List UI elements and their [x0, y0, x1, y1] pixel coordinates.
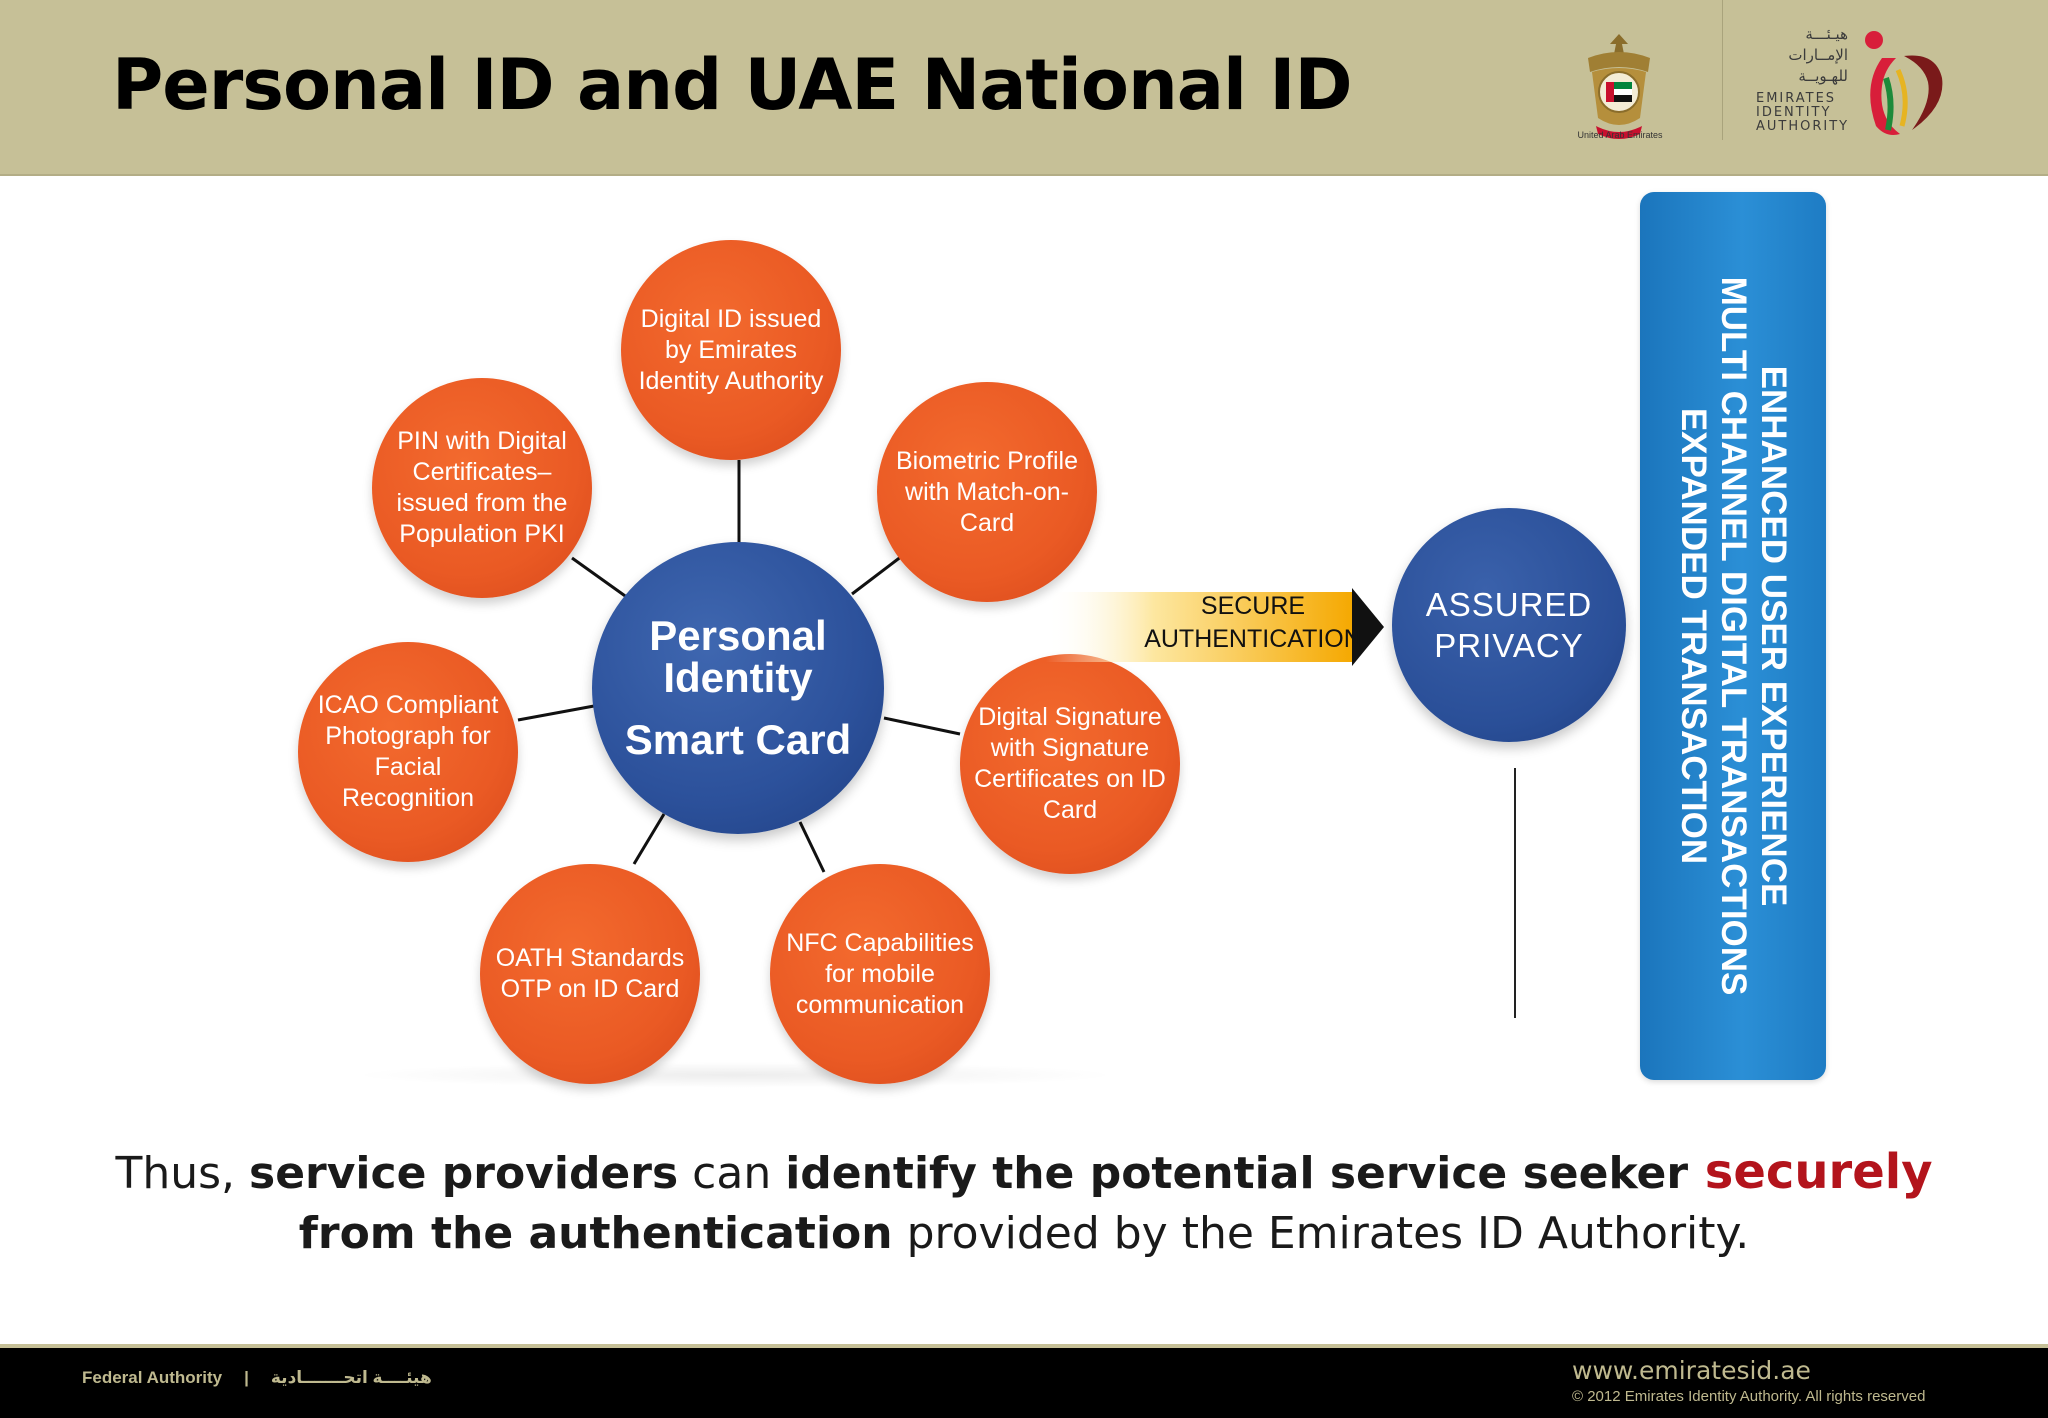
node-biometric-profile: Biometric Profile with Match-on-Card — [877, 382, 1097, 602]
node-digital-id: Digital ID issued by Emirates Identity Authority — [621, 240, 841, 460]
eida-logo-icon — [1852, 26, 1948, 144]
privacy-vertical-line — [1514, 768, 1516, 1018]
footer-bar — [0, 1348, 2048, 1418]
panel-line-expanded: EXPANDED TRANSACTION — [1674, 407, 1713, 865]
benefits-panel — [1640, 192, 1826, 1080]
node-nfc-capabilities: NFC Capabilities for mobile communication — [770, 864, 990, 1084]
logo-arabic-text: هيـئـــة الإمــارات للهـويــة — [1788, 25, 1848, 85]
assured-privacy-circle: ASSURED PRIVACY — [1392, 508, 1626, 742]
node-pin-certificates: PIN with Digital Certificates– issued from the Population PKI — [372, 378, 592, 598]
header-bar — [0, 0, 2048, 176]
uae-emblem-icon — [1578, 28, 1660, 146]
footer-copyright: © 2012 Emirates Identity Authority. All rights reserved — [1572, 1388, 1926, 1405]
footer-website-link[interactable]: www.emiratesid.ae — [1572, 1356, 1811, 1385]
logo-divider — [1722, 0, 1723, 140]
logo-english-text: EMIRATES IDENTITY AUTHORITY — [1756, 91, 1850, 134]
identity-diagram — [0, 174, 2048, 1124]
summary-caption: Thus, service providers can identify the potential service seeker securely from the authentication provided by the Emirates ID Authority. — [115, 1144, 1933, 1259]
node-digital-signature: Digital Signature with Signature Certificates on ID Card — [960, 654, 1180, 874]
personal-identity-smart-card: Personal Identity Smart Card — [592, 542, 884, 834]
node-icao-photograph: ICAO Compliant Photograph for Facial Recognition — [298, 642, 518, 862]
secure-authentication-label: SECURE AUTHENTICATION — [1144, 592, 1362, 653]
page-title: Personal ID and UAE National ID — [112, 44, 1352, 126]
ground-shadow — [350, 1062, 1120, 1088]
panel-line-enhanced-ux: ENHANCED USER EXPERIENCE — [1754, 365, 1793, 907]
panel-line-multi-channel: MULTI CHANNEL DIGITAL TRANSACTIONS — [1714, 276, 1753, 996]
emblem-caption: United Arab Emirates — [1577, 130, 1663, 140]
footer-authority: Federal Authority | هيئــــة اتحـــــــادية — [82, 1368, 432, 1387]
node-oath-otp: OATH Standards OTP on ID Card — [480, 864, 700, 1084]
